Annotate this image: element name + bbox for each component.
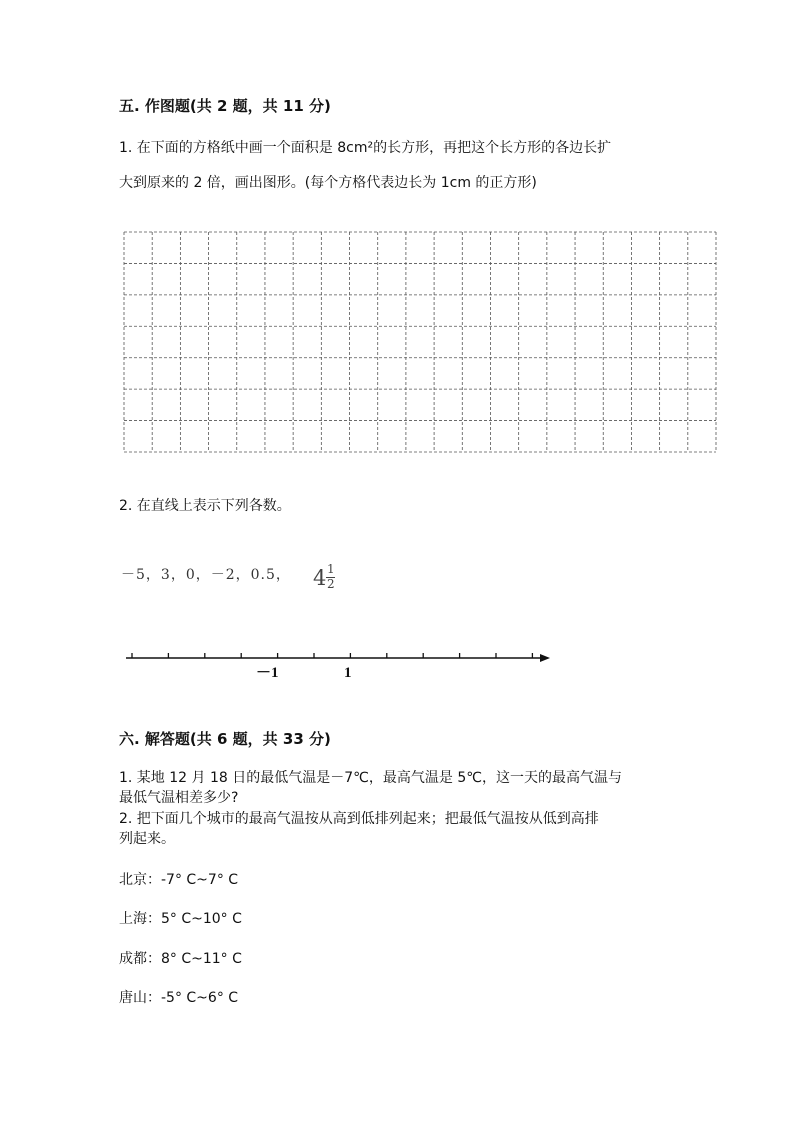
city-temp-beijing: 北京：-7° C~7° C bbox=[119, 872, 239, 888]
numbers-to-plot: －5，3，0，－2，0.5， bbox=[121, 567, 291, 583]
label-neg-1: －1 bbox=[256, 665, 279, 681]
q6-1-text-line1: 1. 某地 12 月 18 日的最低气温是－7℃，最高气温是 5℃，这一天的最高气温与 bbox=[119, 770, 622, 786]
city-temp-shanghai: 上海：5° C~10° C bbox=[119, 911, 242, 927]
number-line bbox=[118, 640, 558, 685]
q5-2-text: 2. 在直线上表示下列各数。 bbox=[119, 498, 291, 514]
square-grid-paper bbox=[123, 231, 717, 453]
number-line-ticks bbox=[132, 653, 532, 658]
mixed-number-denominator: 2 bbox=[327, 577, 335, 591]
q6-2-text-line1: 2. 把下面几个城市的最高气温按从高到低排列起来；把最低气温按从低到高排 bbox=[119, 811, 599, 827]
q6-1-text-line2: 最低气温相差多少? bbox=[119, 790, 239, 806]
section-6-heading: 六. 解答题(共 6 题，共 33 分) bbox=[119, 730, 331, 748]
section-5-heading: 五. 作图题(共 2 题，共 11 分) bbox=[119, 97, 331, 115]
mixed-number-whole: 4 bbox=[313, 566, 327, 590]
city-temp-chengdu: 成都：8° C~11° C bbox=[119, 951, 242, 967]
q5-1-text-line1: 1. 在下面的方格纸中画一个面积是 8cm²的长方形，再把这个长方形的各边长扩 bbox=[119, 140, 612, 156]
mixed-number-numerator: 1 bbox=[327, 562, 335, 576]
q5-1-text-line2: 大到原来的 2 倍，画出图形。(每个方格代表边长为 1cm 的正方形) bbox=[119, 175, 537, 191]
city-temp-tangshan: 唐山：-5° C~6° C bbox=[119, 990, 239, 1006]
number-line-arrow-icon bbox=[540, 654, 550, 662]
label-pos-1: 1 bbox=[344, 665, 352, 681]
q6-2-text-line2: 列起来。 bbox=[119, 831, 175, 847]
